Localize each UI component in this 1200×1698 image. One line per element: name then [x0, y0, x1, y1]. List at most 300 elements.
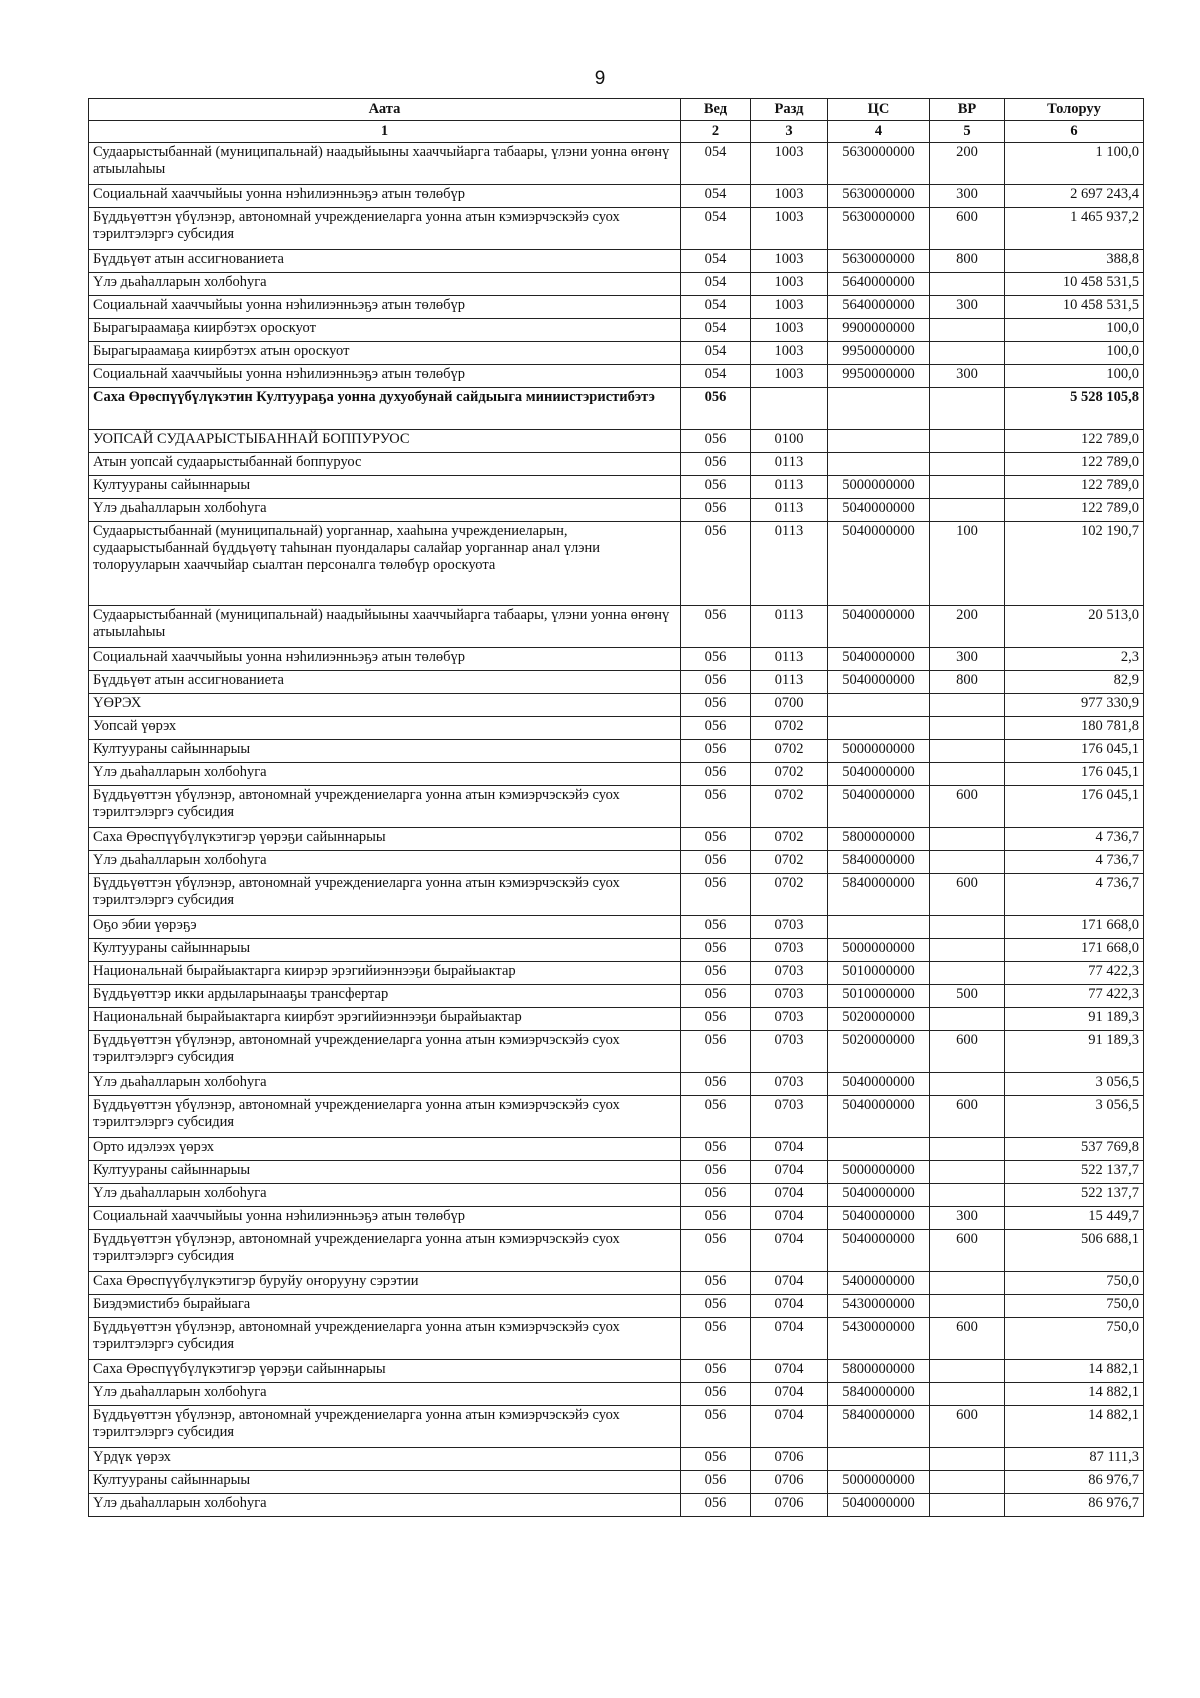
cell-sum: 5 528 105,8 — [1005, 388, 1144, 430]
cell-razd: 0706 — [751, 1448, 828, 1471]
cell-cs: 5800000000 — [828, 828, 930, 851]
table-row — [89, 606, 1144, 648]
cell-name: Социальнай хааччыйыы уонна нэһилиэнньэҕэ атын төлөбүр — [89, 648, 681, 671]
cell-cs: 9950000000 — [828, 342, 930, 365]
cell-name: Култуураны сайыннарыы — [89, 939, 681, 962]
cell-cs — [828, 1138, 930, 1161]
cell-vr — [930, 694, 1005, 717]
cell-sum: 180 781,8 — [1005, 717, 1144, 740]
cell-sum: 4 736,7 — [1005, 828, 1144, 851]
cell-cs: 5040000000 — [828, 606, 930, 648]
cell-cs — [828, 1448, 930, 1471]
cell-razd: 0703 — [751, 1008, 828, 1031]
cell-cs: 5040000000 — [828, 1073, 930, 1096]
cell-ved: 056 — [681, 1207, 751, 1230]
cell-sum: 14 882,1 — [1005, 1383, 1144, 1406]
cell-cs: 5010000000 — [828, 985, 930, 1008]
cell-name: Үлэ дьаһалларын холбоһуга — [89, 1184, 681, 1207]
cell-name: Судаарыстыбаннай (муниципальнай) наадыйыыны хааччыйарга табаары, үлэни уонна өҥөнү атыылаһыы — [89, 143, 681, 185]
header-name: Аата — [89, 99, 681, 121]
cell-sum: 86 976,7 — [1005, 1494, 1144, 1517]
table-row — [89, 1031, 1144, 1073]
cell-sum: 388,8 — [1005, 250, 1144, 273]
table-header — [89, 99, 1144, 143]
cell-name: Саха Өрөспүүбүлүкэтигэр үөрэҕи сайыннарыы — [89, 1360, 681, 1383]
cell-ved: 056 — [681, 1031, 751, 1073]
table-row — [89, 1008, 1144, 1031]
cell-vr — [930, 763, 1005, 786]
cell-ved: 056 — [681, 499, 751, 522]
cell-ved: 056 — [681, 1184, 751, 1207]
cell-sum: 4 736,7 — [1005, 851, 1144, 874]
cell-ved: 056 — [681, 1471, 751, 1494]
budget-table — [88, 98, 1144, 1517]
cell-razd: 0703 — [751, 962, 828, 985]
cell-sum: 87 111,3 — [1005, 1448, 1144, 1471]
cell-razd: 1003 — [751, 208, 828, 250]
cell-cs: 5040000000 — [828, 499, 930, 522]
col-number: 4 — [828, 121, 930, 143]
cell-sum: 1 465 937,2 — [1005, 208, 1144, 250]
cell-razd: 0703 — [751, 916, 828, 939]
cell-sum: 91 189,3 — [1005, 1031, 1144, 1073]
cell-vr: 600 — [930, 1406, 1005, 1448]
cell-cs: 5630000000 — [828, 208, 930, 250]
header-razd: Разд — [751, 99, 828, 121]
header-sum: Толоруу — [1005, 99, 1144, 121]
cell-name: Бүддьүөттэн үбүлэнэр, автономнай учреждениеларга уонна атын кэмиэрчэскэйэ суох тэрилтэлэргэ субсидия — [89, 208, 681, 250]
table-row — [89, 1494, 1144, 1517]
cell-name: Бүддьүөт атын ассигнованиета — [89, 250, 681, 273]
header-vr: ВР — [930, 99, 1005, 121]
cell-cs: 5010000000 — [828, 962, 930, 985]
cell-razd: 0702 — [751, 763, 828, 786]
cell-razd: 1003 — [751, 185, 828, 208]
cell-vr — [930, 851, 1005, 874]
cell-sum: 10 458 531,5 — [1005, 296, 1144, 319]
cell-cs: 5800000000 — [828, 1360, 930, 1383]
cell-cs: 5400000000 — [828, 1272, 930, 1295]
cell-razd: 0703 — [751, 1073, 828, 1096]
cell-sum: 522 137,7 — [1005, 1161, 1144, 1184]
cell-sum: 750,0 — [1005, 1318, 1144, 1360]
cell-vr — [930, 939, 1005, 962]
cell-ved: 054 — [681, 342, 751, 365]
cell-vr — [930, 1184, 1005, 1207]
table-row — [89, 1138, 1144, 1161]
cell-razd: 0113 — [751, 648, 828, 671]
cell-cs: 5000000000 — [828, 476, 930, 499]
cell-razd: 1003 — [751, 319, 828, 342]
cell-name: Бүддьүөттэн үбүлэнэр, автономнай учреждениеларга уонна атын кэмиэрчэскэйэ суох тэрилтэлэргэ субсидия — [89, 1096, 681, 1138]
cell-cs: 5000000000 — [828, 1471, 930, 1494]
table-row — [89, 143, 1144, 185]
cell-sum: 14 882,1 — [1005, 1406, 1144, 1448]
cell-vr — [930, 476, 1005, 499]
cell-name: Социальнай хааччыйыы уонна нэһилиэнньэҕэ атын төлөбүр — [89, 185, 681, 208]
cell-name: Култуураны сайыннарыы — [89, 1161, 681, 1184]
cell-sum: 15 449,7 — [1005, 1207, 1144, 1230]
cell-razd: 1003 — [751, 296, 828, 319]
cell-cs: 5640000000 — [828, 296, 930, 319]
cell-sum: 10 458 531,5 — [1005, 273, 1144, 296]
cell-name: ҮӨРЭХ — [89, 694, 681, 717]
cell-sum: 171 668,0 — [1005, 939, 1144, 962]
cell-vr — [930, 430, 1005, 453]
cell-name: Бүддьүөттэн үбүлэнэр, автономнай учреждениеларга уонна атын кэмиэрчэскэйэ суох тэрилтэлэргэ субсидия — [89, 1031, 681, 1073]
cell-sum: 82,9 — [1005, 671, 1144, 694]
table-row — [89, 671, 1144, 694]
cell-ved: 056 — [681, 1406, 751, 1448]
cell-name: Саха Өрөспүүбүлүкэтин Култуураҕа уонна духуобунай сайдыыга миниистэристибэтэ — [89, 388, 681, 430]
cell-cs: 5430000000 — [828, 1318, 930, 1360]
cell-name: Үлэ дьаһалларын холбоһуга — [89, 851, 681, 874]
table-row — [89, 453, 1144, 476]
cell-razd: 0100 — [751, 430, 828, 453]
cell-name: Социальнай хааччыйыы уонна нэһилиэнньэҕэ атын төлөбүр — [89, 296, 681, 319]
cell-vr — [930, 828, 1005, 851]
cell-razd: 0704 — [751, 1184, 828, 1207]
cell-cs: 5000000000 — [828, 1161, 930, 1184]
table-row — [89, 1096, 1144, 1138]
cell-ved: 054 — [681, 250, 751, 273]
cell-razd: 0703 — [751, 939, 828, 962]
cell-name: Үлэ дьаһалларын холбоһуга — [89, 1494, 681, 1517]
cell-vr — [930, 1138, 1005, 1161]
cell-name: Үлэ дьаһалларын холбоһуга — [89, 1073, 681, 1096]
cell-razd: 0702 — [751, 786, 828, 828]
cell-sum: 86 976,7 — [1005, 1471, 1144, 1494]
cell-name: УОПСАЙ СУДААРЫСТЫБАННАЙ БОППУРУОС — [89, 430, 681, 453]
cell-cs: 9950000000 — [828, 365, 930, 388]
cell-razd: 1003 — [751, 365, 828, 388]
cell-name: Бүддьүөттэр икки ардыларынааҕы трансфертар — [89, 985, 681, 1008]
cell-cs: 5020000000 — [828, 1031, 930, 1073]
cell-ved: 054 — [681, 365, 751, 388]
cell-name: Социальнай хааччыйыы уонна нэһилиэнньэҕэ атын төлөбүр — [89, 1207, 681, 1230]
cell-vr: 500 — [930, 985, 1005, 1008]
header-ved: Вед — [681, 99, 751, 121]
cell-vr: 300 — [930, 365, 1005, 388]
cell-sum: 750,0 — [1005, 1272, 1144, 1295]
cell-ved: 056 — [681, 1448, 751, 1471]
cell-razd: 0703 — [751, 985, 828, 1008]
cell-vr — [930, 1161, 1005, 1184]
cell-name: Бүддьүөттэн үбүлэнэр, автономнай учреждениеларга уонна атын кэмиэрчэскэйэ суох тэрилтэлэргэ субсидия — [89, 1230, 681, 1272]
cell-sum: 176 045,1 — [1005, 786, 1144, 828]
cell-vr: 200 — [930, 606, 1005, 648]
cell-ved: 056 — [681, 985, 751, 1008]
cell-sum: 3 056,5 — [1005, 1096, 1144, 1138]
cell-vr: 600 — [930, 786, 1005, 828]
cell-sum: 122 789,0 — [1005, 476, 1144, 499]
cell-name: Бүддьүөт атын ассигнованиета — [89, 671, 681, 694]
cell-ved: 054 — [681, 208, 751, 250]
cell-sum: 537 769,8 — [1005, 1138, 1144, 1161]
cell-vr — [930, 388, 1005, 430]
cell-cs: 9900000000 — [828, 319, 930, 342]
cell-razd: 0113 — [751, 522, 828, 606]
cell-cs: 5840000000 — [828, 1383, 930, 1406]
cell-name: Үлэ дьаһалларын холбоһуга — [89, 1383, 681, 1406]
cell-razd: 0706 — [751, 1494, 828, 1517]
table-row — [89, 962, 1144, 985]
cell-sum: 176 045,1 — [1005, 763, 1144, 786]
cell-vr — [930, 1448, 1005, 1471]
cell-ved: 056 — [681, 1161, 751, 1184]
table-row — [89, 916, 1144, 939]
cell-vr — [930, 1272, 1005, 1295]
cell-ved: 056 — [681, 874, 751, 916]
cell-sum: 100,0 — [1005, 319, 1144, 342]
col-number: 3 — [751, 121, 828, 143]
cell-sum: 91 189,3 — [1005, 1008, 1144, 1031]
cell-vr: 100 — [930, 522, 1005, 606]
cell-ved: 056 — [681, 648, 751, 671]
cell-name: Култуураны сайыннарыы — [89, 476, 681, 499]
cell-vr — [930, 342, 1005, 365]
table-row — [89, 694, 1144, 717]
cell-ved: 056 — [681, 786, 751, 828]
cell-sum: 1 100,0 — [1005, 143, 1144, 185]
cell-vr: 600 — [930, 208, 1005, 250]
cell-sum: 100,0 — [1005, 342, 1144, 365]
table-row — [89, 208, 1144, 250]
col-number: 2 — [681, 121, 751, 143]
cell-cs: 5040000000 — [828, 1494, 930, 1517]
cell-name: Орто идэлээх үөрэх — [89, 1138, 681, 1161]
cell-cs: 5040000000 — [828, 763, 930, 786]
cell-vr — [930, 1073, 1005, 1096]
table-row — [89, 874, 1144, 916]
cell-ved: 056 — [681, 1230, 751, 1272]
cell-ved: 056 — [681, 1383, 751, 1406]
cell-vr: 600 — [930, 874, 1005, 916]
cell-razd: 0702 — [751, 717, 828, 740]
table-row — [89, 1295, 1144, 1318]
cell-name: Биэдэмистибэ бырайыага — [89, 1295, 681, 1318]
col-number: 6 — [1005, 121, 1144, 143]
table-body — [89, 143, 1144, 1517]
cell-ved: 056 — [681, 1008, 751, 1031]
cell-name: Бырагыраамаҕа киирбэтэх атын ороскуот — [89, 342, 681, 365]
col-number: 5 — [930, 121, 1005, 143]
cell-ved: 056 — [681, 388, 751, 430]
cell-vr — [930, 273, 1005, 296]
table-row — [89, 648, 1144, 671]
cell-cs: 5000000000 — [828, 740, 930, 763]
table-row — [89, 430, 1144, 453]
cell-name: Үлэ дьаһалларын холбоһуга — [89, 499, 681, 522]
cell-name: Бырагыраамаҕа киирбэтэх ороскуот — [89, 319, 681, 342]
cell-name: Социальнай хааччыйыы уонна нэһилиэнньэҕэ атын төлөбүр — [89, 365, 681, 388]
cell-name: Бүддьүөттэн үбүлэнэр, автономнай учреждениеларга уонна атын кэмиэрчэскэйэ суох тэрилтэлэргэ субсидия — [89, 874, 681, 916]
cell-razd: 0113 — [751, 476, 828, 499]
cell-razd: 0704 — [751, 1295, 828, 1318]
cell-cs: 5840000000 — [828, 1406, 930, 1448]
table-row — [89, 939, 1144, 962]
cell-razd: 0113 — [751, 606, 828, 648]
cell-cs: 5040000000 — [828, 1184, 930, 1207]
cell-ved: 056 — [681, 453, 751, 476]
table-row — [89, 296, 1144, 319]
cell-sum: 171 668,0 — [1005, 916, 1144, 939]
col-number: 1 — [89, 121, 681, 143]
cell-cs: 5040000000 — [828, 1096, 930, 1138]
cell-razd: 0702 — [751, 828, 828, 851]
cell-name: Култуураны сайыннарыы — [89, 740, 681, 763]
cell-cs: 5000000000 — [828, 939, 930, 962]
table-row — [89, 1230, 1144, 1272]
cell-ved: 056 — [681, 1295, 751, 1318]
cell-vr: 200 — [930, 143, 1005, 185]
cell-razd: 0704 — [751, 1207, 828, 1230]
table-row — [89, 851, 1144, 874]
cell-name: Саха Өрөспүүбүлүкэтигэр үөрэҕи сайыннарыы — [89, 828, 681, 851]
cell-vr — [930, 1295, 1005, 1318]
cell-name: Национальнай бырайыактарга киирбэт эрэгийиэннээҕи бырайыактар — [89, 1008, 681, 1031]
cell-ved: 056 — [681, 1272, 751, 1295]
cell-vr: 800 — [930, 671, 1005, 694]
cell-vr — [930, 1471, 1005, 1494]
cell-name: Култуураны сайыннарыы — [89, 1471, 681, 1494]
cell-cs: 5640000000 — [828, 273, 930, 296]
cell-vr — [930, 717, 1005, 740]
cell-cs: 5040000000 — [828, 1207, 930, 1230]
cell-sum: 3 056,5 — [1005, 1073, 1144, 1096]
cell-razd: 0704 — [751, 1383, 828, 1406]
cell-vr: 600 — [930, 1096, 1005, 1138]
cell-ved: 054 — [681, 273, 751, 296]
cell-name: Үлэ дьаһалларын холбоһуга — [89, 273, 681, 296]
cell-razd: 1003 — [751, 273, 828, 296]
cell-cs: 5040000000 — [828, 522, 930, 606]
table-row — [89, 828, 1144, 851]
cell-ved: 056 — [681, 1073, 751, 1096]
cell-razd: 0704 — [751, 1272, 828, 1295]
table-row — [89, 1360, 1144, 1383]
column-number-row — [89, 121, 1144, 143]
cell-ved: 056 — [681, 1138, 751, 1161]
cell-sum: 977 330,9 — [1005, 694, 1144, 717]
table-row — [89, 1448, 1144, 1471]
page-number: 9 — [594, 68, 606, 89]
table-row — [89, 273, 1144, 296]
cell-ved: 056 — [681, 828, 751, 851]
cell-razd: 1003 — [751, 143, 828, 185]
cell-razd: 1003 — [751, 342, 828, 365]
table-row — [89, 250, 1144, 273]
cell-razd: 0113 — [751, 671, 828, 694]
header-row — [89, 99, 1144, 121]
cell-vr — [930, 1008, 1005, 1031]
cell-sum: 20 513,0 — [1005, 606, 1144, 648]
cell-ved: 056 — [681, 671, 751, 694]
cell-ved: 056 — [681, 717, 751, 740]
cell-sum: 77 422,3 — [1005, 962, 1144, 985]
cell-cs: 5840000000 — [828, 851, 930, 874]
cell-sum: 14 882,1 — [1005, 1360, 1144, 1383]
table-row — [89, 1073, 1144, 1096]
cell-razd: 0113 — [751, 499, 828, 522]
cell-razd: 0704 — [751, 1138, 828, 1161]
cell-name: Бүддьүөттэн үбүлэнэр, автономнай учреждениеларга уонна атын кэмиэрчэскэйэ суох тэрилтэлэргэ субсидия — [89, 786, 681, 828]
cell-cs — [828, 717, 930, 740]
cell-razd: 0702 — [751, 740, 828, 763]
table-row — [89, 763, 1144, 786]
cell-cs — [828, 916, 930, 939]
cell-cs: 5020000000 — [828, 1008, 930, 1031]
table-row — [89, 365, 1144, 388]
cell-vr — [930, 1360, 1005, 1383]
cell-razd: 0113 — [751, 453, 828, 476]
cell-vr: 800 — [930, 250, 1005, 273]
cell-razd: 0702 — [751, 874, 828, 916]
cell-cs — [828, 388, 930, 430]
table-row — [89, 740, 1144, 763]
cell-name: Бүддьүөттэн үбүлэнэр, автономнай учреждениеларга уонна атын кэмиэрчэскэйэ суох тэрилтэлэргэ субсидия — [89, 1406, 681, 1448]
cell-name: Үрдүк үөрэх — [89, 1448, 681, 1471]
cell-cs: 5630000000 — [828, 250, 930, 273]
cell-ved: 056 — [681, 740, 751, 763]
table-row — [89, 1406, 1144, 1448]
cell-razd: 0700 — [751, 694, 828, 717]
cell-sum: 750,0 — [1005, 1295, 1144, 1318]
cell-razd: 0702 — [751, 851, 828, 874]
cell-cs: 5040000000 — [828, 1230, 930, 1272]
table-row — [89, 1161, 1144, 1184]
cell-sum: 2,3 — [1005, 648, 1144, 671]
cell-name: Уопсай үөрэх — [89, 717, 681, 740]
cell-ved: 056 — [681, 430, 751, 453]
cell-razd: 0706 — [751, 1471, 828, 1494]
cell-ved: 056 — [681, 763, 751, 786]
cell-vr — [930, 740, 1005, 763]
cell-sum: 100,0 — [1005, 365, 1144, 388]
table-row — [89, 985, 1144, 1008]
cell-vr — [930, 1494, 1005, 1517]
cell-sum: 102 190,7 — [1005, 522, 1144, 606]
cell-ved: 054 — [681, 143, 751, 185]
cell-ved: 056 — [681, 939, 751, 962]
cell-vr — [930, 453, 1005, 476]
cell-razd: 0704 — [751, 1406, 828, 1448]
cell-ved: 056 — [681, 694, 751, 717]
cell-vr: 600 — [930, 1230, 1005, 1272]
table-row — [89, 1471, 1144, 1494]
table-row — [89, 476, 1144, 499]
cell-razd: 0703 — [751, 1096, 828, 1138]
cell-razd: 0704 — [751, 1161, 828, 1184]
cell-cs: 5430000000 — [828, 1295, 930, 1318]
table-row — [89, 786, 1144, 828]
cell-ved: 056 — [681, 606, 751, 648]
cell-ved: 056 — [681, 962, 751, 985]
cell-sum: 2 697 243,4 — [1005, 185, 1144, 208]
cell-vr — [930, 962, 1005, 985]
table-row — [89, 499, 1144, 522]
cell-sum: 506 688,1 — [1005, 1230, 1144, 1272]
table-row — [89, 522, 1144, 606]
cell-name: Үлэ дьаһалларын холбоһуга — [89, 763, 681, 786]
cell-sum: 122 789,0 — [1005, 453, 1144, 476]
cell-cs — [828, 453, 930, 476]
cell-vr — [930, 1383, 1005, 1406]
cell-vr — [930, 499, 1005, 522]
cell-name: Судаарыстыбаннай (муниципальнай) наадыйыыны хааччыйарга табаары, үлэни уонна өҥөнү атыылаһыы — [89, 606, 681, 648]
cell-vr: 300 — [930, 648, 1005, 671]
cell-cs: 5040000000 — [828, 786, 930, 828]
